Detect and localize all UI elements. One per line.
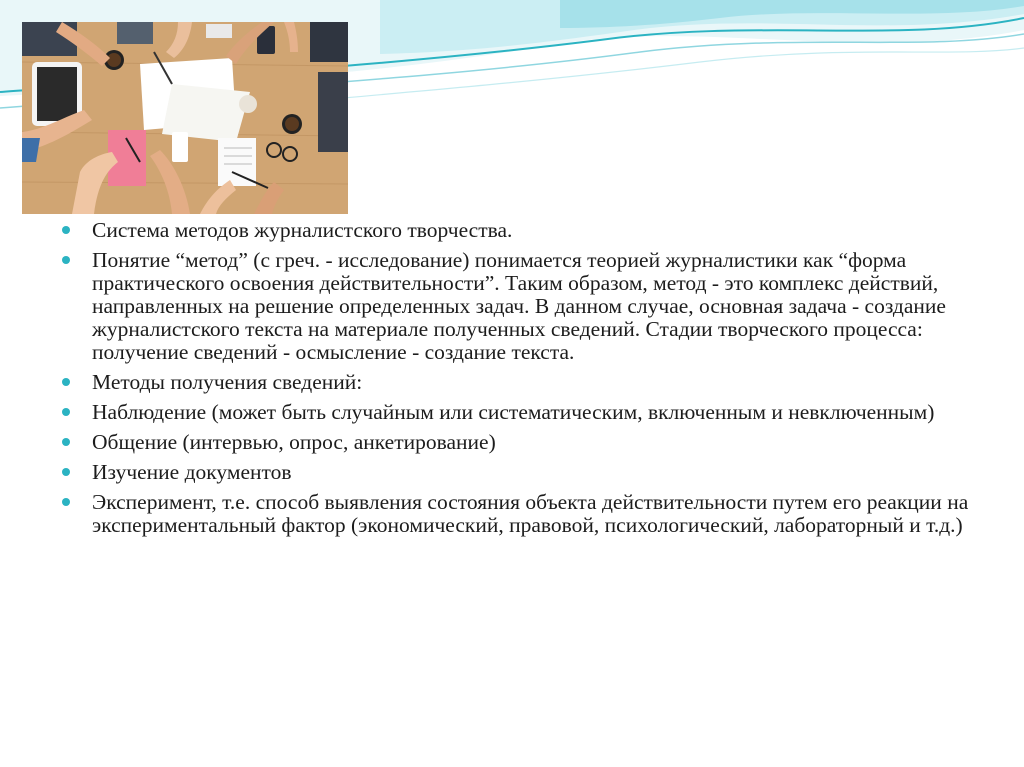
bullet-text: Методы получения сведений: — [92, 370, 363, 394]
bullet-text: Наблюдение (может быть случайным или систематическим, включенным и невключенным) — [92, 400, 935, 424]
bullet-dot-icon — [62, 438, 70, 446]
team-working-at-table-photo — [22, 22, 348, 214]
bullet-dot-icon — [62, 378, 70, 386]
bullet-item — [62, 249, 992, 364]
bullet-item — [62, 461, 992, 484]
bullet-list-container — [62, 219, 992, 544]
bullet-item — [62, 219, 992, 242]
bullet-text: Понятие “метод” (с греч. - исследование) понимается теорией журналистики как “форма практического освоения действительности”. Таким образом, метод - это комплекс действий, направленных на решение определенных задач. В данном случае, основная задача - создание журналистского текста на материале полученных сведений. Стадии творческого процесса: получение сведений - осмысление - создание текста. — [92, 248, 946, 364]
bullet-list — [62, 219, 992, 537]
bullet-dot-icon — [62, 468, 70, 476]
bullet-item — [62, 371, 992, 394]
bullet-text: Изучение документов — [92, 460, 292, 484]
bullet-text: Общение (интервью, опрос, анкетирование) — [92, 430, 496, 454]
bullet-dot-icon — [62, 408, 70, 416]
bullet-item — [62, 431, 992, 454]
bullet-item — [62, 491, 992, 537]
bullet-text: Система методов журналистского творчества. — [92, 218, 513, 242]
bullet-dot-icon — [62, 226, 70, 234]
bullet-dot-icon — [62, 498, 70, 506]
bullet-text: Эксперимент, т.е. способ выявления состояния объекта действительности путем его реакции на экспериментальный фактор (экономический, правовой, психологический, лабораторный и т.д.) — [92, 490, 969, 537]
bullet-dot-icon — [62, 256, 70, 264]
bullet-item — [62, 401, 992, 424]
